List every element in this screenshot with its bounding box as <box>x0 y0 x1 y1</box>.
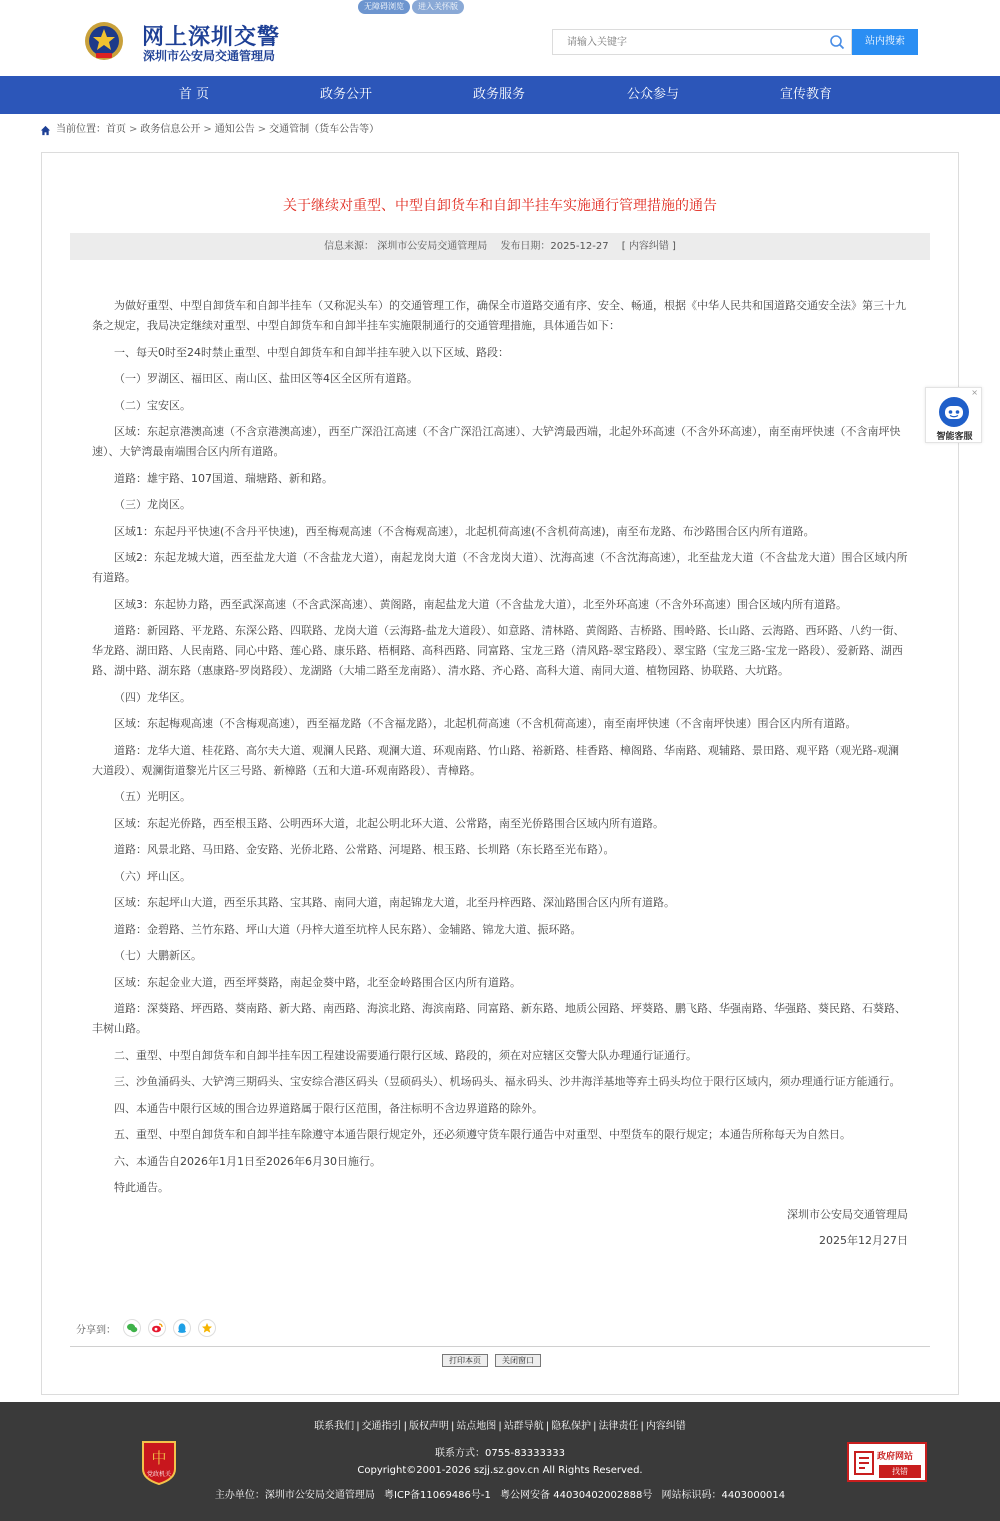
breadcrumb <box>40 123 379 137</box>
paragraph: （七）大鹏新区。 <box>114 949 202 962</box>
paragraph: 四、本通告中限行区域的围合边界道路属于限行区范围，备注标明不含边界道路的除外。 <box>114 1101 543 1115</box>
signer: 深圳市公安局交通管理局 <box>787 1207 908 1221</box>
accessibility-links <box>358 0 464 14</box>
paragraph: 三、沙鱼涌码头、大铲湾三期码头、宝安综合港区码头（昱硕码头）、机场码头、福永码头、沙井海洋基地等弃土码头均位于限行区域内，须办理通行证方能通行。 <box>114 1075 901 1088</box>
article-meta <box>70 233 930 260</box>
nav-item-education[interactable]: 宣传教育 <box>779 87 832 102</box>
paragraph: 五、重型、中型自卸货车和自卸半挂车除遵守本通告限行规定外，还必须遵守货车限行通告中对重型、中型货车的限行规定；本通告所称每天为自然日。 <box>114 1128 851 1141</box>
police-emblem-icon <box>84 20 124 62</box>
paragraph: 六、本通告自2026年1月1日至2026年6月30日施行。 <box>114 1154 381 1168</box>
breadcrumb-home[interactable]: 首页 <box>106 124 126 135</box>
paragraph: 为做好重型、中型自卸货车和自卸半挂车（又称泥头车）的交通管理工作，确保全市道路交通有序、安全、畅通，根据《中华人民共和国道路交通安全法》第三十九条之规定，我局决定继续对重型、中型自卸货车和自卸半挂车实施限制通行的交通管理措施，具体通告如下： <box>92 299 906 332</box>
footer-link[interactable]: 内容纠错 <box>645 1421 686 1432</box>
footer-link[interactable]: 交通指引 <box>361 1421 402 1432</box>
party-badge-text: 党政机关 <box>146 1471 172 1478</box>
site-header <box>0 0 1000 76</box>
search-icon[interactable] <box>829 34 845 50</box>
article-date: 发布日期：2025-12-27 <box>500 241 609 252</box>
paragraph: 区域：东起梅观高速（不含梅观高速），西至福龙路（不含福龙路），北起机荷高速（不含机荷高速），南至南坪快速（不含南坪快速）围合区内所有道路。 <box>114 717 857 730</box>
paragraph: 区域2：东起龙城大道，西至盐龙大道（不含盐龙大道），南起龙岗大道（不含龙岗大道）、沈海高速（不含沈海高速），北至盐龙大道（不含盐龙大道）围合区域内所有道路。 <box>92 551 908 584</box>
home-icon <box>40 125 51 136</box>
paragraph: 区域1：东起丹平快速(不含丹平快速)，西至梅观高速（不含梅观高速），北起机荷高速(不含机荷高速)，南至布龙路、布沙路围合区内所有道路。 <box>114 524 815 538</box>
nav-item-gov-services[interactable]: 政务服务 <box>472 87 525 102</box>
paragraph: 一、每天0时至24时禁止重型、中型自卸货车和自卸半挂车驶入以下区域、路段： <box>114 345 509 359</box>
party-gov-badge-icon[interactable] <box>140 1439 178 1485</box>
site-subtitle: 深圳市公安局交通管理局 <box>143 49 276 63</box>
close-icon[interactable]: × <box>971 388 978 397</box>
paragraph: 道路：龙华大道、桂花路、高尔夫大道、观澜人民路、观澜大道、环观南路、竹山路、裕新路、桂香路、樟阁路、华南路、观辅路、景田路、观平路（观光路-观澜大道段）、观澜街道黎光片区三号路、新樟路（五和大道-环观南路段）、青樟路。 <box>92 743 899 777</box>
paragraph: （二）宝安区。 <box>114 398 191 412</box>
paragraph: （五）光明区。 <box>114 790 191 803</box>
paragraph: 道路：风景北路、马田路、金安路、光侨北路、公常路、河堤路、根玉路、长圳路（东长路至光布路）。 <box>114 843 615 856</box>
smart-service-label: 智能客服 <box>936 432 973 442</box>
breadcrumb-separator: > <box>203 124 212 135</box>
svg-text:中: 中 <box>151 1449 167 1467</box>
print-button[interactable]: 打印本页 <box>442 1354 488 1367</box>
care-mode-link[interactable]: 进入关怀版 <box>412 0 464 14</box>
gov-badge-action: 找错 <box>879 1465 921 1478</box>
paragraph: （四）龙华区。 <box>114 690 191 704</box>
gov-site-error-badge[interactable] <box>847 1442 927 1482</box>
search-input[interactable] <box>553 30 823 54</box>
smart-service-widget[interactable] <box>925 387 982 443</box>
footer-link[interactable]: 站点地图 <box>456 1421 497 1432</box>
paragraph: 道路：金碧路、兰竹东路、坪山大道（丹梓大道至坑梓人民东路）、金辅路、锦龙大道、振环路。 <box>114 922 582 936</box>
article-source: 信息来源： 深圳市公安局交通管理局 <box>324 241 488 252</box>
paragraph: 道路：新园路、平龙路、东深公路、四联路、龙岗大道（云海路-盐龙大道段）、如意路、清林路、黄阁路、吉桥路、围岭路、长山路、云海路、西环路、八约一街、华龙路、湖田路、人民南路、同心中路、莲心路、康乐路、梧桐路、高科西路、同富路、宝龙三路（清风路-翠宝路段）、翠宝路（宝龙三路-宝龙一路段）、爱新路、湖西路、湖中路、湖东路（惠康路-罗岗路段）、龙湖路（大埔二路至龙南路）、清水路、齐心路、高科大道、南同大道、植物园路、协联路、大坑路。 <box>92 624 905 677</box>
paragraph: 区域：东起金业大道，西至坪葵路，南起金葵中路，北至金岭路围合区内所有道路。 <box>114 975 521 989</box>
paragraph: 区域：东起坪山大道，西至乐其路、宝其路、南同大道，南起锦龙大道，北至丹梓西路、深汕路围合区内所有道路。 <box>114 896 675 909</box>
paragraph: （六）坪山区。 <box>114 869 191 883</box>
footer-phone: 联系方式：0755-83333333 <box>435 1448 565 1459</box>
footer-link[interactable]: 版权声明 <box>408 1421 449 1432</box>
breadcrumb-traffic-control[interactable]: 交通管制（货车公告等） <box>269 124 380 135</box>
share-bar <box>76 1318 216 1338</box>
nav-item-public-participation[interactable]: 公众参与 <box>626 87 679 102</box>
divider <box>70 1346 930 1347</box>
paragraph: 道路：雄宇路、107国道、瑞塘路、新和路。 <box>114 471 333 485</box>
footer-copyright: Copyright©2001-2026 szjj.sz.gov.cn All Rights Reserved. <box>357 1465 643 1476</box>
paragraph: 区域：东起光侨路，西至根玉路、公明西环大道，北起公明北环大道、公常路，南至光侨路围合区域内所有道路。 <box>114 816 664 830</box>
sign-date: 2025年12月27日 <box>819 1234 908 1247</box>
paragraph: 区域：东起京港澳高速（不含京港澳高速），西至广深沿江高速（不含广深沿江高速）、大铲湾最西端，北起外环高速（不含外环高速），南至南坪快速（不含南坪快速）、大铲湾最南端围合区内所有道路。 <box>92 425 901 458</box>
nav-item-home[interactable]: 首 页 <box>178 87 210 102</box>
police-record-link[interactable]: 粤公网安备 44030402002888号 <box>500 1490 653 1501</box>
site-id: 网站标识码：4403000014 <box>661 1490 786 1501</box>
article-body <box>92 296 908 1258</box>
footer-link[interactable]: 法律责任 <box>598 1421 639 1432</box>
breadcrumb-prefix: 当前位置： <box>56 124 106 135</box>
search-box <box>552 29 852 55</box>
footer-link[interactable]: 站群导航 <box>503 1421 544 1432</box>
qzone-icon[interactable] <box>198 1319 216 1337</box>
paragraph: （一）罗湖区、福田区、南山区、盐田区等4区全区所有道路。 <box>114 372 418 385</box>
gov-site-mark-icon <box>853 1450 875 1476</box>
footer-links: 联系我们 | 交通指引 | 版权声明 | 站点地图 | 站群导航 | 隐私保护 | 法律责任 | 内容纠错 <box>314 1421 686 1432</box>
footer-host-info <box>0 1486 1000 1501</box>
nav-item-gov-affairs[interactable]: 政务公开 <box>319 87 372 102</box>
icp-link[interactable]: 粤ICP备11069486号-1 <box>384 1490 491 1501</box>
breadcrumb-notices[interactable]: 通知公告 <box>214 124 255 135</box>
footer-link[interactable]: 隐私保护 <box>551 1421 592 1432</box>
paragraph: 二、重型、中型自卸货车和自卸半挂车因工程建设需要通行限行区域、路段的，须在对应辖区交警大队办理通行证通行。 <box>114 1048 697 1062</box>
qq-icon[interactable] <box>173 1319 191 1337</box>
site-search-button[interactable]: 站内搜索 <box>852 29 918 55</box>
paragraph: 特此通告。 <box>114 1181 169 1194</box>
breadcrumb-separator: > <box>257 124 267 135</box>
robot-icon <box>938 396 970 428</box>
paragraph: 道路：深葵路、坪西路、葵南路、新大路、南西路、海滨北路、海滨南路、同富路、新东路、地质公园路、坪葵路、鹏飞路、华强南路、华强路、葵民路、石葵路、丰树山路。 <box>92 1002 906 1035</box>
article-actions <box>442 1354 541 1367</box>
breadcrumb-gov-info[interactable]: 政务信息公开 <box>140 124 201 135</box>
share-label: 分享到： <box>76 1324 116 1336</box>
close-window-button[interactable]: 关闭窗口 <box>495 1354 541 1367</box>
weibo-icon[interactable] <box>148 1319 166 1337</box>
breadcrumb-separator: > <box>129 124 138 135</box>
article-title: 关于继续对重型、中型自卸货车和自卸半挂车实施通行管理措施的通告 <box>283 198 717 214</box>
content-correction-link[interactable]: [ 内容纠错 ] <box>621 241 676 252</box>
accessible-browse-link[interactable]: 无障碍浏览 <box>358 0 410 14</box>
wechat-icon[interactable] <box>123 1319 141 1337</box>
footer-link[interactable]: 联系我们 <box>314 1421 355 1432</box>
paragraph: 区域3：东起协力路，西至武深高速（不含武深高速）、黄阁路，南起盐龙大道（不含盐龙大道），北至外环高速（不含外环高速）围合区域内所有道路。 <box>114 597 847 611</box>
gov-badge-title: 政府网站 <box>877 1452 914 1462</box>
paragraph: （三）龙岗区。 <box>114 498 191 511</box>
site-title: 网上深圳交警 <box>142 25 281 50</box>
host-unit: 主办单位：深圳市公安局交通管理局 <box>214 1490 375 1501</box>
main-nav <box>0 76 1000 114</box>
